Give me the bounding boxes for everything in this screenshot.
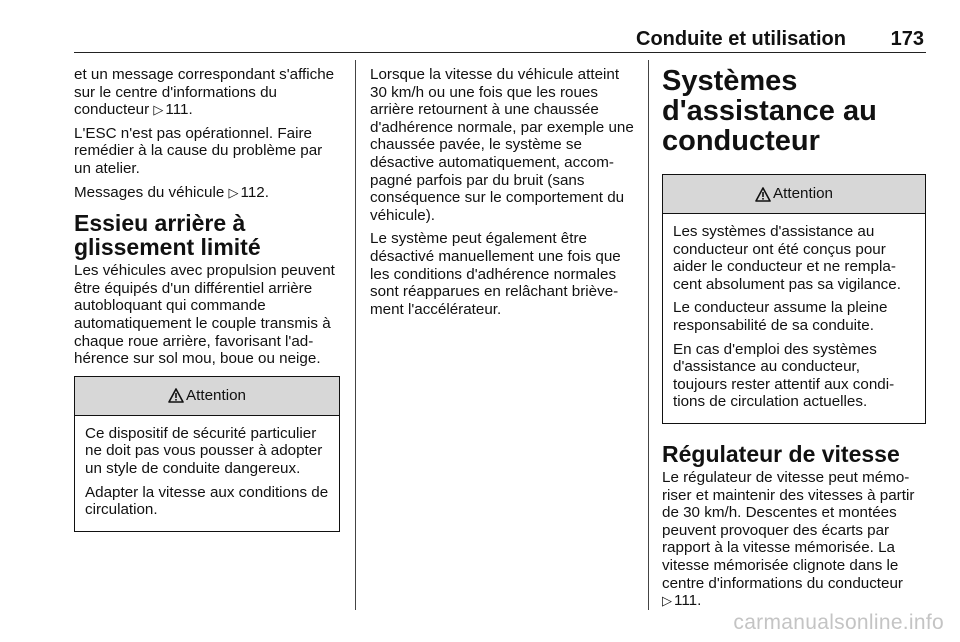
paragraph: Les systèmes d'assistance au conducteur ont été conçus pour aider le conducteur et ne remplacent absolument pas sa vigilance.	[673, 223, 901, 293]
page-number: 173	[890, 28, 924, 50]
attention-body	[75, 416, 339, 531]
attention-box	[74, 376, 340, 532]
paragraph: Messages du véhicule ▷ 112.	[74, 183, 269, 201]
watermark: carmanualsonline.info	[733, 611, 944, 634]
page-header	[74, 24, 926, 53]
reference-arrow-icon: ▷	[228, 184, 239, 200]
paragraph: Le conducteur assume la pleine responsabilité de sa conduite.	[673, 299, 888, 334]
section-heading: Essieu arrière à glissement limité	[74, 210, 261, 261]
paragraph: et un message correspondant s'affiche sur le centre d'informations du conducteur ▷ 111.	[74, 66, 335, 119]
paragraph: En cas d'emploi des systèmes d'assistance au conducteur, toujours rester attentif aux conditions de circulation actuelles.	[673, 340, 895, 411]
chapter-heading: Systèmes d'assistance au conducteur	[662, 65, 877, 157]
column-divider	[648, 60, 649, 610]
section-heading: Régulateur de vitesse	[662, 440, 900, 467]
attention-box	[662, 174, 926, 424]
warning-triangle-icon	[755, 187, 771, 202]
column-left	[74, 66, 340, 532]
paragraph: Ce dispositif de sécurité particulier ne doit pas vous pousser à adopter un style de conduite dangereux.	[85, 424, 323, 477]
page-reference[interactable]: ▷ 111.	[662, 592, 702, 610]
attention-title: Attention	[186, 386, 246, 404]
paragraph: Le régulateur de vitesse peut mémoriser et maintenir des vitesses à partir de 30 km/h. Descentes et montées peuvent provoquer des écarts par rapport à la vitesse mémorisée. La vitesse mémorisée clignote dans le centre d'informations du conducteur ▷ 111.	[662, 468, 915, 610]
paragraph: Le système peut également être désactivé manuellement une fois que les conditions d'adhérence normales sont réapparues en relâchant brièvement l'accélérateur.	[370, 230, 621, 318]
page-reference[interactable]: ▷ 111.	[153, 101, 193, 119]
paragraph: Les véhicules avec propulsion peuvent être équipés d'un différentiel arrière autobloquant qui commande automatiquement le couple transmis à chaque roue arrière, favorisant l'adhérence sur sol mou, boue ou neige.	[74, 262, 335, 368]
paragraph: L'ESC n'est pas opérationnel. Faire remédier à la cause du problème par un atelier.	[74, 124, 323, 177]
reference-arrow-icon: ▷	[662, 593, 672, 609]
reference-arrow-icon: ▷	[153, 102, 164, 118]
column-middle	[370, 66, 634, 324]
paragraph: Adapter la vitesse aux conditions de circulation.	[85, 483, 329, 519]
column-divider	[355, 60, 356, 610]
warning-triangle-icon	[168, 388, 184, 403]
attention-title: Attention	[773, 185, 833, 203]
column-right	[662, 66, 926, 616]
attention-header	[663, 175, 925, 214]
page-reference[interactable]: ▷ 112.	[228, 183, 269, 201]
section-title: Conduite et utilisation	[636, 28, 846, 50]
attention-body	[663, 214, 925, 423]
paragraph: Lorsque la vitesse du véhicule atteint 30 km/h ou une fois que les roues arrière retournent à une chaussée d'adhérence normale, par exemple une chaussée pavée, le système se désactive automatiquement, accompagné parfois par du bruit (sans conséquence sur le comportement du véhicule).	[370, 66, 634, 224]
attention-header	[75, 377, 339, 416]
